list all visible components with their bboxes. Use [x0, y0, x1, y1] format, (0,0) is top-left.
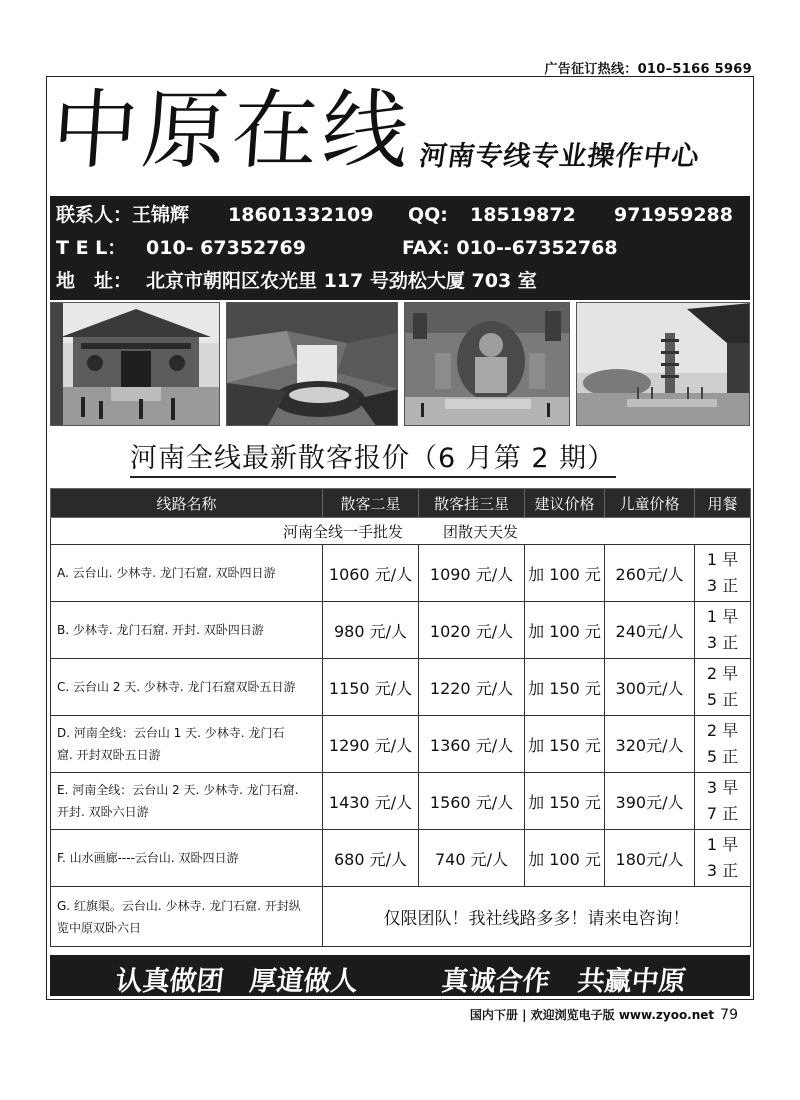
meal-main: 5 正	[706, 690, 739, 709]
three-star-price: 1220 元/人	[419, 659, 525, 716]
meal-main: 5 正	[706, 747, 739, 766]
suggested-price: 加 100 元	[525, 830, 605, 887]
child-price: 300元/人	[605, 659, 695, 716]
route-cell	[51, 773, 323, 830]
route-cell	[51, 602, 323, 659]
three-star-price: 1560 元/人	[419, 773, 525, 830]
meal-breakfast: 2 早	[706, 664, 739, 683]
three-star-price: 740 元/人	[419, 830, 525, 887]
meal-cell	[695, 773, 751, 830]
header-route: 线路名称	[51, 489, 323, 518]
route-line-2: 开封. 双卧六日游	[57, 805, 149, 819]
route-line-1: G. 红旗渠。云台山. 少林寺. 龙门石窟. 开封纵	[57, 898, 301, 913]
child-price: 260元/人	[605, 545, 695, 602]
two-star-price: 1290 元/人	[323, 716, 419, 773]
three-star-price: 1090 元/人	[419, 545, 525, 602]
motto-b: 厚道做人	[248, 966, 360, 997]
two-star-price: 1060 元/人	[323, 545, 419, 602]
motto-a: 认真做团	[114, 966, 226, 997]
route-line-1: D. 河南全线：云台山 1 天. 少林寺. 龙门石	[57, 726, 285, 740]
table-row	[51, 545, 751, 602]
table-row	[51, 602, 751, 659]
route-cell	[51, 659, 323, 716]
price-section-title: 河南全线最新散客报价（6 月第 2 期）	[130, 443, 616, 474]
header-suggested: 建议价格	[525, 489, 605, 518]
header-meal: 用餐	[695, 489, 751, 518]
two-star-price: 1150 元/人	[323, 659, 419, 716]
three-star-price: 1360 元/人	[419, 716, 525, 773]
price-table	[50, 488, 751, 947]
tel-number: 010- 67352769	[146, 237, 306, 259]
meal-main: 3 正	[706, 576, 739, 595]
route-line-2: 览中原双卧六日	[57, 920, 142, 935]
motto-c: 真诚合作	[440, 966, 552, 997]
suggested-price: 加 100 元	[525, 602, 605, 659]
subhead-cell	[51, 518, 751, 545]
meal-main: 3 正	[706, 633, 739, 652]
meal-breakfast: 1 早	[706, 835, 739, 854]
footer-text: 国内下册 | 欢迎浏览电子版 www.zyoo.net	[469, 1008, 715, 1022]
meal-breakfast: 2 早	[706, 721, 739, 740]
meal-breakfast: 3 早	[706, 778, 739, 797]
motto-banner	[50, 955, 750, 996]
route-line-2: 窟. 开封双卧五日游	[57, 748, 161, 762]
meal-cell	[695, 545, 751, 602]
table-header-row	[51, 489, 751, 518]
table-row	[51, 659, 751, 716]
table-row-group-only	[51, 887, 751, 947]
route-cell	[51, 830, 323, 887]
qq-number-2: 971959288	[614, 204, 733, 226]
child-price: 180元/人	[605, 830, 695, 887]
table-subhead-row	[51, 518, 751, 545]
meal-main: 3 正	[706, 861, 739, 880]
meal-cell	[695, 659, 751, 716]
contact-person: 联系人：王锦辉	[56, 204, 190, 226]
route-line-1: E. 河南全线：云台山 2 天. 少林寺. 龙门石窟.	[57, 783, 299, 797]
three-star-price: 1020 元/人	[419, 602, 525, 659]
meal-main: 7 正	[706, 804, 739, 823]
meal-breakfast: 1 早	[706, 550, 739, 569]
address-text: 北京市朝阳区农光里 117 号劲松大厦 703 室	[146, 270, 537, 292]
header-three-star: 散客挂三星	[419, 489, 525, 518]
fax-number: FAX: 010--67352768	[402, 237, 618, 259]
route-line-1: F. 山水画廊----云台山. 双卧四日游	[57, 851, 239, 865]
header-child: 儿童价格	[605, 489, 695, 518]
route-cell	[51, 716, 323, 773]
address-label: 地 址：	[56, 270, 133, 292]
contact-mobile: 18601332109	[228, 204, 374, 226]
table-row	[51, 830, 751, 887]
meal-cell	[695, 830, 751, 887]
meal-breakfast: 1 早	[706, 607, 739, 626]
contact-panel	[50, 196, 750, 300]
two-star-price: 980 元/人	[323, 602, 419, 659]
qq-label: QQ:	[408, 204, 448, 226]
route-line-1: A. 云台山. 少林寺. 龙门石窟. 双卧四日游	[57, 566, 276, 580]
page-number: 79	[720, 1007, 738, 1023]
scenery-photos	[50, 302, 750, 426]
subhead-wholesale: 河南全线一手批发	[282, 522, 403, 541]
route-cell	[51, 887, 323, 947]
child-price: 240元/人	[605, 602, 695, 659]
route-line-1: C. 云台山 2 天. 少林寺. 龙门石窟双卧五日游	[57, 680, 296, 694]
meal-cell	[695, 716, 751, 773]
route-line-1: B. 少林寺. 龙门石窟. 开封. 双卧四日游	[57, 623, 264, 637]
table-row	[51, 773, 751, 830]
two-star-price: 1430 元/人	[323, 773, 419, 830]
photo-longmen-grottoes	[404, 302, 570, 426]
header-two-star: 散客二星	[323, 489, 419, 518]
motto-d: 共赢中原	[576, 966, 688, 997]
ad-hotline: 广告征订热线：010–5166 5969	[544, 62, 752, 77]
child-price: 390元/人	[605, 773, 695, 830]
page-footer	[470, 1006, 738, 1023]
suggested-price: 加 150 元	[525, 659, 605, 716]
group-only-notice: 仅限团队！我社线路多多！请来电咨询！	[323, 887, 751, 947]
suggested-price: 加 100 元	[525, 545, 605, 602]
photo-temple	[50, 302, 220, 426]
subhead-daily: 团散天天发	[443, 522, 519, 541]
suggested-price: 加 150 元	[525, 773, 605, 830]
tel-label: T E L：	[56, 237, 127, 259]
suggested-price: 加 150 元	[525, 716, 605, 773]
title-underline	[130, 476, 616, 478]
qq-number-1: 18519872	[470, 204, 576, 226]
route-cell	[51, 545, 323, 602]
photo-waterfall	[226, 302, 398, 426]
meal-cell	[695, 602, 751, 659]
brand-slogan: 河南专线专业操作中心	[417, 141, 702, 172]
photo-pagoda	[576, 302, 750, 426]
brand-logo-text: 中原在线	[48, 81, 416, 181]
child-price: 320元/人	[605, 716, 695, 773]
table-row	[51, 716, 751, 773]
two-star-price: 680 元/人	[323, 830, 419, 887]
